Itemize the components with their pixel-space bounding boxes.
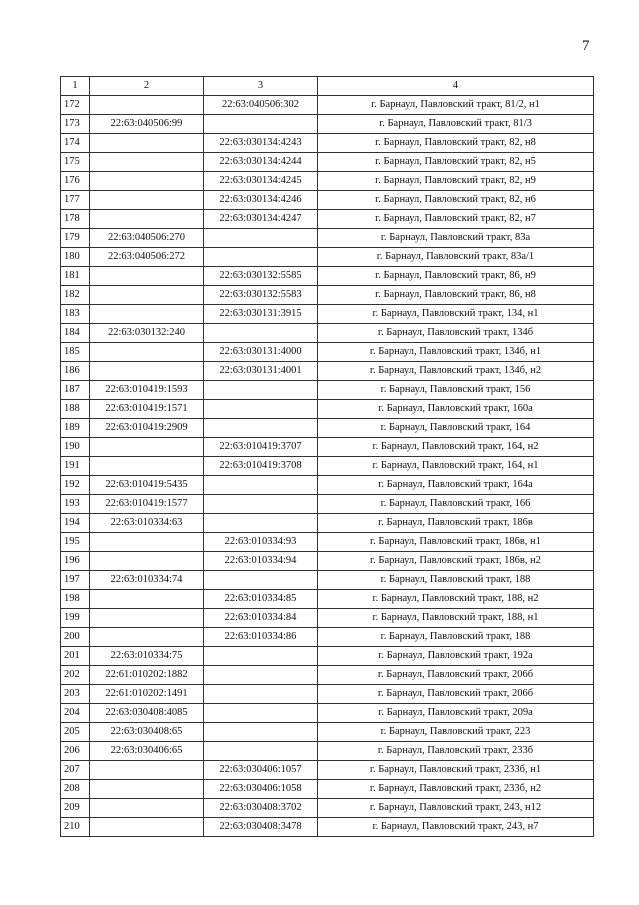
table-row	[61, 666, 594, 685]
address-cell: г. Барнаул, Павловский тракт, 86, н9	[318, 267, 594, 286]
table-row	[61, 647, 594, 666]
table-row	[61, 210, 594, 229]
cadastral-number-premises	[204, 419, 318, 438]
cadastral-number-premises: 22:63:030406:1057	[204, 761, 318, 780]
cadastral-number-premises: 22:63:030132:5585	[204, 267, 318, 286]
address-cell: г. Барнаул, Павловский тракт, 164а	[318, 476, 594, 495]
cadastral-number-premises: 22:63:010419:3708	[204, 457, 318, 476]
cadastral-number-premises: 22:63:040506:302	[204, 96, 318, 115]
row-number: 179	[61, 229, 90, 248]
address-cell: г. Барнаул, Павловский тракт, 82, н9	[318, 172, 594, 191]
cadastral-number-land: 22:63:030132:240	[90, 324, 204, 343]
table-row	[61, 134, 594, 153]
cadastral-number-land	[90, 761, 204, 780]
table-row	[61, 324, 594, 343]
table-row	[61, 590, 594, 609]
table-row	[61, 286, 594, 305]
cadastral-number-land	[90, 552, 204, 571]
row-number: 187	[61, 381, 90, 400]
cadastral-number-premises	[204, 647, 318, 666]
table-row	[61, 305, 594, 324]
table-row	[61, 799, 594, 818]
table-row	[61, 685, 594, 704]
table-row	[61, 172, 594, 191]
cadastral-number-land	[90, 438, 204, 457]
address-cell: г. Барнаул, Павловский тракт, 156	[318, 381, 594, 400]
cadastral-number-land: 22:63:010334:75	[90, 647, 204, 666]
row-number: 198	[61, 590, 90, 609]
row-number: 193	[61, 495, 90, 514]
row-number: 202	[61, 666, 90, 685]
table-row	[61, 761, 594, 780]
cadastral-number-premises: 22:63:010334:85	[204, 590, 318, 609]
address-cell: г. Барнаул, Павловский тракт, 233б	[318, 742, 594, 761]
row-number: 177	[61, 191, 90, 210]
table-row	[61, 96, 594, 115]
row-number: 199	[61, 609, 90, 628]
row-number: 189	[61, 419, 90, 438]
address-cell: г. Барнаул, Павловский тракт, 164, н2	[318, 438, 594, 457]
row-number: 172	[61, 96, 90, 115]
row-number: 205	[61, 723, 90, 742]
address-cell: г. Барнаул, Павловский тракт, 82, н5	[318, 153, 594, 172]
table-row	[61, 438, 594, 457]
address-cell: г. Барнаул, Павловский тракт, 206б	[318, 666, 594, 685]
cadastral-number-premises	[204, 229, 318, 248]
table-row	[61, 476, 594, 495]
address-cell: г. Барнаул, Павловский тракт, 82, н6	[318, 191, 594, 210]
table-row	[61, 818, 594, 837]
row-number: 206	[61, 742, 90, 761]
header-col-2: 2	[90, 77, 204, 96]
cadastral-number-premises: 22:63:010334:86	[204, 628, 318, 647]
row-number: 174	[61, 134, 90, 153]
table-row	[61, 723, 594, 742]
address-cell: г. Барнаул, Павловский тракт, 134б	[318, 324, 594, 343]
address-cell: г. Барнаул, Павловский тракт, 243, н7	[318, 818, 594, 837]
address-cell: г. Барнаул, Павловский тракт, 233б, н2	[318, 780, 594, 799]
cadastral-number-land: 22:63:030408:65	[90, 723, 204, 742]
address-cell: г. Барнаул, Павловский тракт, 206б	[318, 685, 594, 704]
cadastral-number-premises: 22:63:030408:3702	[204, 799, 318, 818]
row-number: 180	[61, 248, 90, 267]
cadastral-number-premises	[204, 742, 318, 761]
cadastral-number-land	[90, 818, 204, 837]
row-number: 178	[61, 210, 90, 229]
address-cell: г. Барнаул, Павловский тракт, 86, н8	[318, 286, 594, 305]
table-row	[61, 362, 594, 381]
address-cell: г. Барнаул, Павловский тракт, 243, н12	[318, 799, 594, 818]
header-row	[61, 77, 594, 96]
table-row	[61, 191, 594, 210]
cadastral-number-land	[90, 628, 204, 647]
cadastral-number-premises: 22:63:030134:4243	[204, 134, 318, 153]
address-cell: г. Барнаул, Павловский тракт, 186в	[318, 514, 594, 533]
table-row	[61, 609, 594, 628]
cadastral-number-premises: 22:63:030131:3915	[204, 305, 318, 324]
cadastral-number-premises	[204, 495, 318, 514]
cadastral-number-premises	[204, 115, 318, 134]
page-number: 7	[582, 38, 590, 54]
row-number: 192	[61, 476, 90, 495]
address-cell: г. Барнаул, Павловский тракт, 134б, н2	[318, 362, 594, 381]
table-row	[61, 704, 594, 723]
cadastral-number-land: 22:63:030408:4085	[90, 704, 204, 723]
row-number: 195	[61, 533, 90, 552]
table-row	[61, 267, 594, 286]
address-cell: г. Барнаул, Павловский тракт, 188	[318, 628, 594, 647]
table-row	[61, 780, 594, 799]
address-cell: г. Барнаул, Павловский тракт, 209а	[318, 704, 594, 723]
cadastral-number-premises: 22:63:030134:4246	[204, 191, 318, 210]
cadastral-number-land: 22:63:040506:99	[90, 115, 204, 134]
cadastral-number-land: 22:63:030406:65	[90, 742, 204, 761]
cadastral-number-premises: 22:63:030406:1058	[204, 780, 318, 799]
cadastral-number-land	[90, 780, 204, 799]
row-number: 183	[61, 305, 90, 324]
cadastral-number-premises: 22:63:030134:4245	[204, 172, 318, 191]
address-cell: г. Барнаул, Павловский тракт, 83а	[318, 229, 594, 248]
row-number: 176	[61, 172, 90, 191]
address-cell: г. Барнаул, Павловский тракт, 160а	[318, 400, 594, 419]
cadastral-number-land: 22:63:010419:1577	[90, 495, 204, 514]
cadastral-number-land: 22:63:040506:272	[90, 248, 204, 267]
cadastral-number-premises	[204, 571, 318, 590]
cadastral-number-land: 22:63:010419:2909	[90, 419, 204, 438]
address-cell: г. Барнаул, Павловский тракт, 188	[318, 571, 594, 590]
cadastral-number-premises	[204, 704, 318, 723]
address-cell: г. Барнаул, Павловский тракт, 188, н2	[318, 590, 594, 609]
table-row	[61, 419, 594, 438]
row-number: 204	[61, 704, 90, 723]
table-row	[61, 229, 594, 248]
address-cell: г. Барнаул, Павловский тракт, 81/2, н1	[318, 96, 594, 115]
table-row	[61, 343, 594, 362]
address-cell: г. Барнаул, Павловский тракт, 166	[318, 495, 594, 514]
cadastral-number-premises	[204, 723, 318, 742]
address-cell: г. Барнаул, Павловский тракт, 192а	[318, 647, 594, 666]
cadastral-number-premises: 22:63:010334:94	[204, 552, 318, 571]
header-col-3: 3	[204, 77, 318, 96]
address-cell: г. Барнаул, Павловский тракт, 82, н7	[318, 210, 594, 229]
address-cell: г. Барнаул, Павловский тракт, 82, н8	[318, 134, 594, 153]
row-number: 207	[61, 761, 90, 780]
address-cell: г. Барнаул, Павловский тракт, 164	[318, 419, 594, 438]
cadastral-number-premises	[204, 476, 318, 495]
row-number: 185	[61, 343, 90, 362]
row-number: 190	[61, 438, 90, 457]
address-cell: г. Барнаул, Павловский тракт, 81/3	[318, 115, 594, 134]
address-cell: г. Барнаул, Павловский тракт, 188, н1	[318, 609, 594, 628]
table-row	[61, 115, 594, 134]
table-row	[61, 571, 594, 590]
cadastral-number-premises	[204, 400, 318, 419]
cadastral-number-land	[90, 609, 204, 628]
row-number: 203	[61, 685, 90, 704]
cadastral-number-land	[90, 457, 204, 476]
row-number: 194	[61, 514, 90, 533]
cadastral-number-land	[90, 590, 204, 609]
row-number: 200	[61, 628, 90, 647]
cadastral-number-premises	[204, 514, 318, 533]
cadastral-number-premises: 22:63:030408:3478	[204, 818, 318, 837]
cadastral-number-land	[90, 153, 204, 172]
row-number: 209	[61, 799, 90, 818]
address-cell: г. Барнаул, Павловский тракт, 186в, н1	[318, 533, 594, 552]
cadastral-number-premises	[204, 248, 318, 267]
cadastral-number-premises	[204, 324, 318, 343]
cadastral-number-premises: 22:63:010334:84	[204, 609, 318, 628]
cadastral-number-land	[90, 533, 204, 552]
row-number: 173	[61, 115, 90, 134]
address-cell: г. Барнаул, Павловский тракт, 134, н1	[318, 305, 594, 324]
cadastral-number-land	[90, 286, 204, 305]
row-number: 210	[61, 818, 90, 837]
table-row	[61, 248, 594, 267]
cadastral-number-premises: 22:63:010419:3707	[204, 438, 318, 457]
cadastral-number-premises: 22:63:030131:4000	[204, 343, 318, 362]
cadastral-number-land	[90, 267, 204, 286]
cadastral-number-land: 22:63:010419:1593	[90, 381, 204, 400]
cadastral-number-premises: 22:63:030134:4247	[204, 210, 318, 229]
row-number: 201	[61, 647, 90, 666]
row-number: 197	[61, 571, 90, 590]
cadastral-number-premises	[204, 381, 318, 400]
cadastral-number-land: 22:63:010419:5435	[90, 476, 204, 495]
cadastral-number-land	[90, 172, 204, 191]
table-row	[61, 628, 594, 647]
cadastral-number-land	[90, 362, 204, 381]
address-cell: г. Барнаул, Павловский тракт, 134б, н1	[318, 343, 594, 362]
cadastral-number-land: 22:63:040506:270	[90, 229, 204, 248]
cadastral-number-land: 22:61:010202:1882	[90, 666, 204, 685]
table-row	[61, 514, 594, 533]
header-col-4: 4	[318, 77, 594, 96]
cadastral-number-premises: 22:63:030131:4001	[204, 362, 318, 381]
row-number: 175	[61, 153, 90, 172]
address-cell: г. Барнаул, Павловский тракт, 164, н1	[318, 457, 594, 476]
row-number: 208	[61, 780, 90, 799]
cadastral-number-land	[90, 343, 204, 362]
table-row	[61, 533, 594, 552]
address-cell: г. Барнаул, Павловский тракт, 83а/1	[318, 248, 594, 267]
address-cell: г. Барнаул, Павловский тракт, 223	[318, 723, 594, 742]
cadastral-number-premises: 22:63:030132:5583	[204, 286, 318, 305]
row-number: 191	[61, 457, 90, 476]
cadastral-number-premises: 22:63:010334:93	[204, 533, 318, 552]
cadastral-number-land	[90, 305, 204, 324]
address-cell: г. Барнаул, Павловский тракт, 186в, н2	[318, 552, 594, 571]
cadastral-number-premises	[204, 685, 318, 704]
row-number: 186	[61, 362, 90, 381]
cadastral-number-land: 22:63:010334:74	[90, 571, 204, 590]
registry-table	[60, 76, 594, 837]
cadastral-number-land	[90, 134, 204, 153]
cadastral-number-land: 22:61:010202:1491	[90, 685, 204, 704]
table-row	[61, 457, 594, 476]
row-number: 182	[61, 286, 90, 305]
table-row	[61, 381, 594, 400]
row-number: 188	[61, 400, 90, 419]
row-number: 196	[61, 552, 90, 571]
cadastral-number-land	[90, 191, 204, 210]
table-row	[61, 495, 594, 514]
row-number: 184	[61, 324, 90, 343]
row-number: 181	[61, 267, 90, 286]
table-row	[61, 153, 594, 172]
table-row	[61, 742, 594, 761]
cadastral-number-land	[90, 799, 204, 818]
table-row	[61, 400, 594, 419]
cadastral-number-land	[90, 210, 204, 229]
header-col-1: 1	[61, 77, 90, 96]
cadastral-number-land: 22:63:010334:63	[90, 514, 204, 533]
address-cell: г. Барнаул, Павловский тракт, 233б, н1	[318, 761, 594, 780]
cadastral-number-land	[90, 96, 204, 115]
cadastral-number-premises	[204, 666, 318, 685]
table-row	[61, 552, 594, 571]
cadastral-number-premises: 22:63:030134:4244	[204, 153, 318, 172]
cadastral-number-land: 22:63:010419:1571	[90, 400, 204, 419]
